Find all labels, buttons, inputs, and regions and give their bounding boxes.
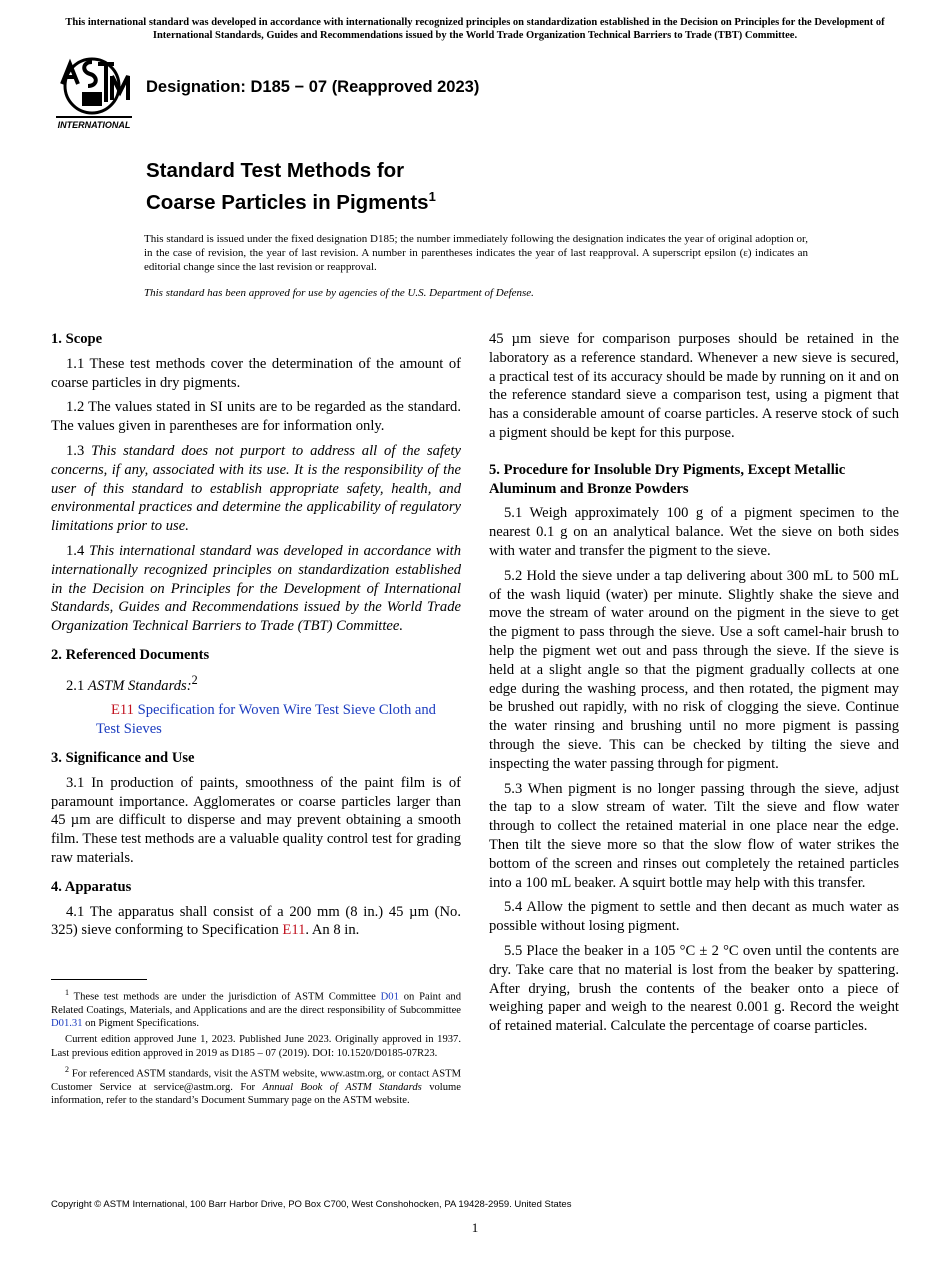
section-scope	[51, 330, 461, 636]
footnote-1: $^1$ These test methods are under the jurisdiction of ASTM Committee D01 on Paint and Related Coatings, Materials, and Applications and are the direct responsibility of Subcommittee D01.31 on Pigment Specifications.	[51, 988, 461, 1030]
paragraph-1-1: 1.1 These test methods cover the determination of the amount of coarse particles in dry pigments.	[51, 355, 461, 391]
paragraph-4-1-continued: 45 µm sieve for comparison purposes should be retained in the laboratory as a reference standard. Whenever a new sieve is secured, a practical test of its accuracy should be made by running on it and on the reference standard sieve a comparison test, using a pigment that has a considerable amount of coarse particles. A reserve stock of such a pigment should be kept for this purpose.	[489, 331, 899, 441]
paragraph-5-4: 5.4 Allow the pigment to settle and then decant as much water as possible without losing pigment.	[489, 899, 899, 935]
reference-e11-title-link[interactable]: Specification for Woven Wire Test Sieve Cloth and Test Sieves	[96, 702, 436, 738]
footnotes	[51, 986, 461, 1110]
page-number: 1	[471, 1220, 479, 1235]
right-column	[489, 330, 899, 1046]
committee-d01-link[interactable]: D01	[380, 991, 399, 1003]
footnote-2: $^2$ For referenced ASTM standards, visit the ASTM website, www.astm.org, or contact ASTM Customer Service at service@astm.org. For Annual Book of ASTM Standards volume information, refer to the standard’s Document Summary page on the ASTM website.	[51, 1065, 462, 1107]
title-footnote-mark[interactable]: 1	[428, 189, 436, 204]
logo-text: INTERNATIONAL	[57, 120, 131, 130]
section-heading-apparatus: 4. Apparatus	[51, 878, 132, 895]
astm-logo-icon	[52, 56, 136, 132]
paragraph-4-1: 4.1 The apparatus shall consist of a 200 mm (8 in.) 45 µm (No. 325) sieve conforming to Specification E11. An 8 in.	[51, 903, 461, 939]
title-line-1: Standard Test Methods for	[146, 159, 405, 182]
designation: Designation: D185 − 07 (Reapproved 2023)	[146, 78, 480, 96]
paragraph-2-1: 2.1 ASTM Standards:$^2$	[66, 672, 198, 694]
section-heading-scope: 1. Scope	[51, 331, 103, 347]
issuance-statement: This standard is issued under the fixed designation D185; the number immediately following the designation indicates the year of original adoption or, in the case of revision, the year of last revision. A number in parentheses indicates the year of last reapproval. A superscript epsilon (ε) indicates an editorial change since the last revision or reapproval.	[144, 233, 808, 273]
astm-logo	[52, 56, 136, 132]
document-title	[146, 158, 846, 216]
paragraph-5-1: 5.1 Weigh approximately 100 g of a pigment specimen to the nearest 0.1 g on an analytical balance. Wet the sieve on both sides with water and transfer the pigment to the sieve.	[489, 505, 899, 559]
paragraph-5-5: 5.5 Place the beaker in a 105 °C ± 2 °C oven until the contents are dry. Take care that no material is lost from the beaker by spattering. After drying, brush the contents of the beaker onto a piece of weighing paper and weigh to the nearest 0.001 g. Record the weight of retained material. Calculate the percentage of coarse particles.	[489, 942, 899, 1035]
paragraph-1-3: 1.3 This standard does not purport to address all of the safety concerns, if any, associated with its use. It is the responsibility of the user of this standard to establish appropriate safety, health, and environmental practices and determine the applicability of regulatory limitations prior to use.	[51, 442, 461, 535]
section-procedure	[489, 461, 899, 1036]
section-heading-procedure: 5. Procedure for Insoluble Dry Pigments, Except Metallic Aluminum and Bronze Powders	[489, 461, 846, 497]
reference-e11	[66, 701, 461, 739]
footnote-1-edition: Current edition approved June 1, 2023. Published June 2023. Originally approved in 1937. Last previous edition approved in 2019 as D185 – 07 (2019). DOI: 10.1520/D0185-07R23.	[51, 1034, 461, 1059]
defense-approval-note: This standard has been approved for use by agencies of the U.S. Department of Defense.	[144, 287, 534, 299]
paragraph-1-4: 1.4 This international standard was developed in accordance with internationally recognized principles on standardization established in the Decision on Principles for the Development of International Standards, Guides and Recommendations issued by the World Trade Organization Technical Barriers to Trade (TBT) Committee.	[51, 542, 462, 635]
section-heading-referenced: 2. Referenced Documents	[51, 646, 210, 663]
paragraph-1-2: 1.2 The values stated in SI units are to be regarded as the standard. The values given in parentheses are for information only.	[51, 399, 461, 435]
subcommittee-d01-31-link[interactable]: D01.31	[51, 1018, 83, 1030]
section-heading-significance: 3. Significance and Use	[51, 750, 195, 766]
paragraph-5-2: 5.2 Hold the sieve under a tap delivering about 300 mL to 500 mL of the wash liquid (water) per minute. Slightly shake the sieve and move the stream of water around on the pigment in the sieve to get the pigment to pass through the sieve. Use a soft camel-hair brush to help the pigment wet out and pass through the sieve. If the sieve is held at a slight angle so that the pigment gradually collects at one edge during the washing process, and then rotated, the pigment may be brushed out rapidly, with no risk of clogging the sieve. Continue the water rinsing and brushing until no more pigment is passing through the sieve. This can be checked by tilting the sieve and inspecting the water passing through for pigment.	[489, 567, 899, 772]
paragraph-5-3: 5.3 When pigment is no longer passing through the sieve, adjust the tap to a slow stream of water. Tilt the sieve and flow water through to collect the retained material in one place near the edge. Then tilt the sieve more so that the slow flow of water strikes the bottom of the screen and rinses out completely the retained particles into a 100 mL beaker. A squirt bottle may help with this transfer.	[489, 780, 899, 891]
title-line-2: Coarse Particles in Pigments	[146, 190, 429, 214]
left-column	[51, 330, 461, 950]
section-apparatus-continued	[489, 330, 899, 443]
footnote-divider	[51, 979, 147, 980]
standardization-notice: This international standard was developed in accordance with internationally recognized principles on standardization established in the Decision on Principles for the Development of International Standards, Guides and Recommendations issued by the World Trade Organization Technical Barriers to Trade (TBT) Committee.	[65, 17, 885, 41]
reference-e11-code-link[interactable]: E11	[111, 702, 134, 719]
apparatus-e11-link[interactable]: E11	[282, 922, 306, 939]
copyright-notice: Copyright © ASTM International, 100 Barr Harbor Drive, PO Box C700, West Conshohocken, PA 19428-2959. United States	[51, 1199, 572, 1210]
section-referenced-documents	[51, 646, 461, 739]
section-apparatus	[51, 878, 461, 940]
section-significance	[51, 749, 461, 868]
paragraph-3-1: 3.1 In production of paints, smoothness of the paint film is of paramount importance. Agglomerates or coarse particles larger than 45 µm are difficult to disperse and may prevent obtaining a smooth film. These test methods are a valuable quality control test for grading raw materials.	[51, 774, 461, 866]
